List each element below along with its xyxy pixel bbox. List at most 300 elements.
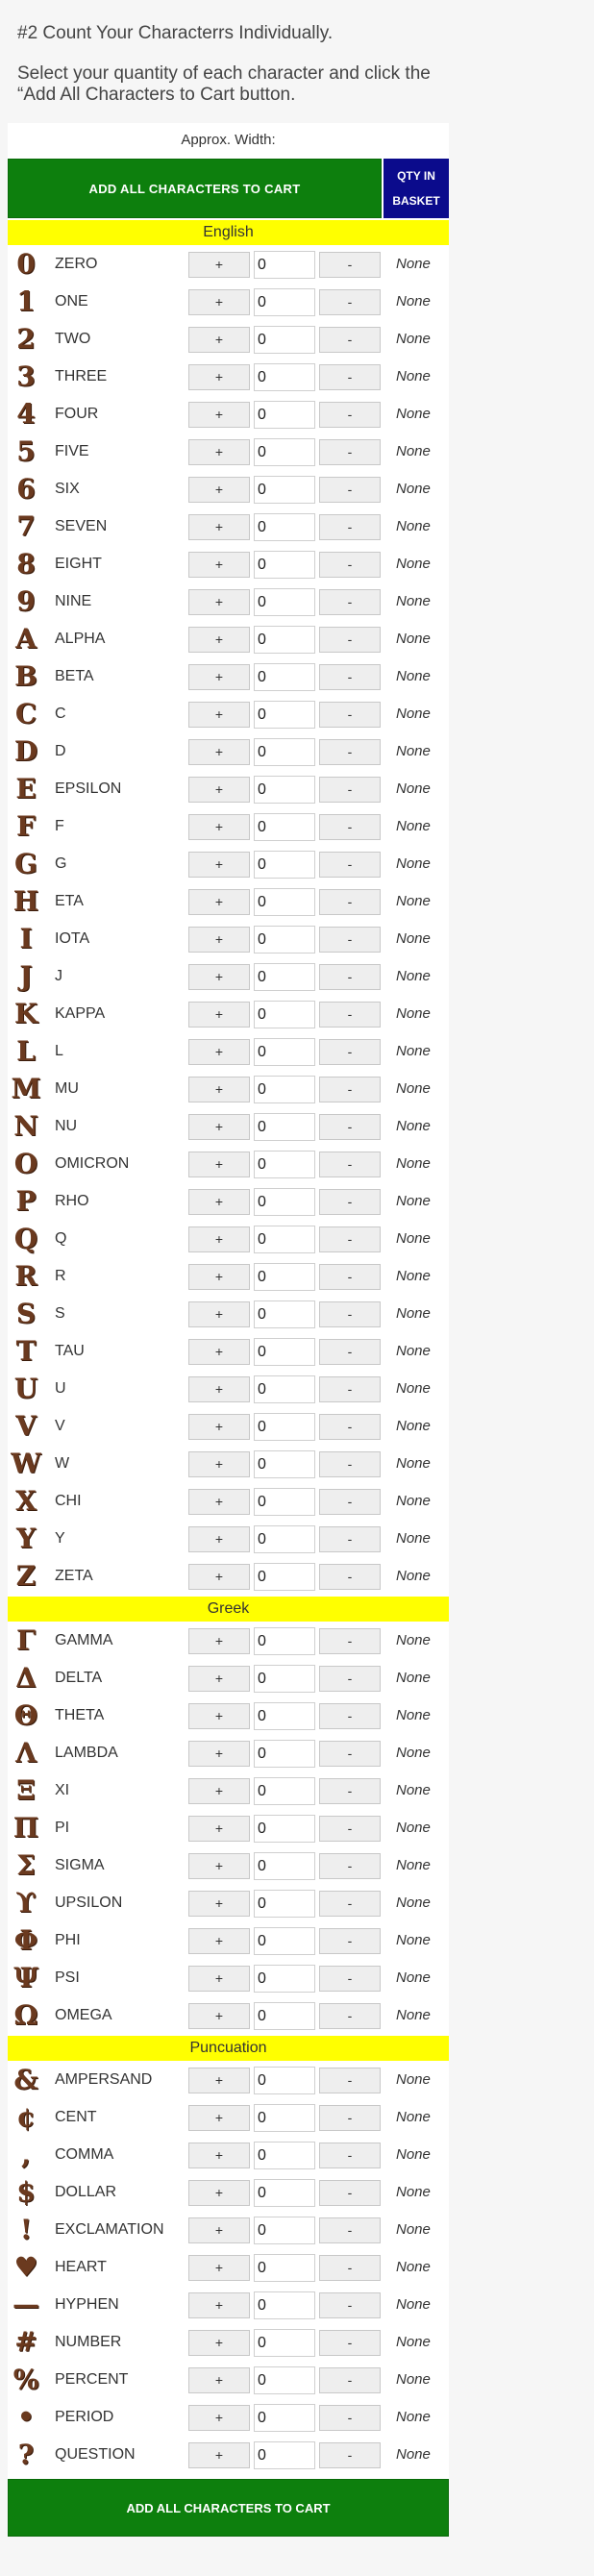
- increment-button[interactable]: +: [188, 589, 250, 615]
- character-glyph-icon: Y: [16, 1523, 36, 1554]
- quantity-input[interactable]: [254, 326, 315, 354]
- increment-button[interactable]: +: [188, 1666, 250, 1692]
- increment-button[interactable]: +: [188, 477, 250, 503]
- quantity-input[interactable]: [254, 588, 315, 616]
- decrement-button[interactable]: -: [319, 589, 381, 615]
- character-row: [8, 1697, 449, 1734]
- basket-quantity: None: [396, 2007, 431, 2023]
- character-glyph-icon: —: [12, 2289, 39, 2320]
- decrement-button[interactable]: -: [319, 1002, 381, 1028]
- quantity-input[interactable]: [254, 2067, 315, 2094]
- quantity-input[interactable]: [254, 813, 315, 841]
- basket-quantity: None: [396, 481, 431, 497]
- quantity-input[interactable]: [254, 1263, 315, 1291]
- character-glyph-icon: $: [16, 2176, 36, 2208]
- decrement-button[interactable]: -: [319, 1414, 381, 1440]
- decrement-button[interactable]: -: [319, 964, 381, 990]
- increment-button[interactable]: +: [188, 1628, 250, 1654]
- quantity-input[interactable]: [254, 1665, 315, 1693]
- character-row: [8, 1032, 449, 1070]
- character-name: AMPERSAND: [55, 2071, 153, 2088]
- character-row: [8, 2361, 449, 2398]
- character-name: GAMMA: [55, 1632, 113, 1648]
- decrement-button[interactable]: -: [319, 2143, 381, 2168]
- decrement-button[interactable]: -: [319, 1077, 381, 1102]
- basket-quantity: None: [396, 1707, 431, 1723]
- basket-quantity: None: [396, 1118, 431, 1134]
- increment-button[interactable]: +: [188, 1152, 250, 1177]
- quantity-input[interactable]: [254, 513, 315, 541]
- character-row: [8, 845, 449, 882]
- character-row: [8, 508, 449, 545]
- quantity-input[interactable]: [254, 738, 315, 766]
- quantity-input[interactable]: [254, 851, 315, 879]
- quantity-input[interactable]: [254, 2104, 315, 2132]
- quantity-input[interactable]: [254, 1890, 315, 1918]
- decrement-button[interactable]: -: [319, 2367, 381, 2393]
- character-row: [8, 1332, 449, 1370]
- character-name: XI: [55, 1782, 70, 1798]
- increment-button[interactable]: +: [188, 1002, 250, 1028]
- increment-button[interactable]: +: [188, 2405, 250, 2431]
- quantity-input[interactable]: [254, 1038, 315, 1066]
- quantity-input[interactable]: [254, 926, 315, 954]
- character-name: EIGHT: [55, 556, 102, 572]
- character-name: PERIOD: [55, 2409, 114, 2425]
- decrement-button[interactable]: -: [319, 1189, 381, 1215]
- quantity-input[interactable]: [254, 1852, 315, 1880]
- character-name: S: [55, 1305, 65, 1322]
- basket-quantity: None: [396, 593, 431, 609]
- increment-button[interactable]: +: [188, 1264, 250, 1290]
- increment-button[interactable]: +: [188, 327, 250, 353]
- increment-button[interactable]: +: [188, 1526, 250, 1552]
- basket-quantity: None: [396, 2334, 431, 2350]
- character-row: [8, 2061, 449, 2098]
- decrement-button[interactable]: -: [319, 1152, 381, 1177]
- quantity-input[interactable]: [254, 963, 315, 991]
- character-glyph-icon: Z: [15, 1560, 37, 1592]
- decrement-button[interactable]: -: [319, 1628, 381, 1654]
- increment-button[interactable]: +: [188, 2180, 250, 2206]
- increment-button[interactable]: +: [188, 1301, 250, 1327]
- character-glyph-icon: Φ: [13, 1924, 38, 1956]
- quantity-input[interactable]: [254, 2404, 315, 2432]
- increment-button[interactable]: +: [188, 1189, 250, 1215]
- basket-quantity: None: [396, 1857, 431, 1873]
- increment-button[interactable]: +: [188, 252, 250, 278]
- character-row: [8, 957, 449, 995]
- increment-button[interactable]: +: [188, 664, 250, 690]
- increment-button[interactable]: +: [188, 1414, 250, 1440]
- character-glyph-icon: Γ: [16, 1624, 36, 1656]
- character-name: PSI: [55, 1969, 80, 1986]
- decrement-button[interactable]: -: [319, 2068, 381, 2093]
- increment-button[interactable]: +: [188, 964, 250, 990]
- add-all-to-cart-button[interactable]: ADD ALL CHARACTERS TO CART: [8, 159, 382, 218]
- decrement-button[interactable]: -: [319, 1666, 381, 1692]
- decrement-button[interactable]: -: [319, 1966, 381, 1992]
- decrement-button[interactable]: -: [319, 2255, 381, 2281]
- quantity-input[interactable]: [254, 1702, 315, 1730]
- decrement-button[interactable]: -: [319, 1339, 381, 1365]
- increment-button[interactable]: +: [188, 1339, 250, 1365]
- section-header: Greek: [8, 1597, 449, 1622]
- quantity-input[interactable]: [254, 1300, 315, 1328]
- basket-quantity: None: [396, 1493, 431, 1509]
- quantity-input[interactable]: [254, 1815, 315, 1843]
- character-glyph-icon: J: [19, 960, 33, 992]
- basket-quantity: None: [396, 855, 431, 872]
- decrement-button[interactable]: -: [319, 739, 381, 765]
- character-name: CHI: [55, 1493, 82, 1509]
- character-glyph-icon: !: [19, 2214, 33, 2245]
- increment-button[interactable]: +: [188, 702, 250, 728]
- quantity-input[interactable]: [254, 1927, 315, 1955]
- quantity-input[interactable]: [254, 2142, 315, 2169]
- character-row: [8, 1996, 449, 2034]
- decrement-button[interactable]: -: [319, 364, 381, 390]
- character-row: [8, 1257, 449, 1295]
- decrement-button[interactable]: -: [319, 1891, 381, 1917]
- basket-quantity: None: [396, 1895, 431, 1911]
- character-glyph-icon: S: [15, 1298, 37, 1329]
- quantity-input[interactable]: [254, 1226, 315, 1253]
- quantity-input[interactable]: [254, 551, 315, 579]
- decrement-button[interactable]: -: [319, 552, 381, 578]
- character-name: F: [55, 818, 64, 834]
- quantity-input[interactable]: [254, 2217, 315, 2244]
- increment-button[interactable]: +: [188, 1114, 250, 1140]
- decrement-button[interactable]: -: [319, 1039, 381, 1065]
- character-row: [8, 1809, 449, 1846]
- quantity-input[interactable]: [254, 888, 315, 916]
- character-row: [8, 1145, 449, 1182]
- quantity-input[interactable]: [254, 251, 315, 279]
- decrement-button[interactable]: -: [319, 852, 381, 878]
- add-all-to-cart-button-bottom[interactable]: ADD ALL CHARACTERS TO CART: [8, 2479, 449, 2537]
- character-name: L: [55, 1043, 63, 1059]
- character-glyph-icon: 8: [16, 548, 36, 580]
- quantity-input[interactable]: [254, 1338, 315, 1366]
- basket-quantity: None: [396, 1782, 431, 1798]
- increment-button[interactable]: +: [188, 1853, 250, 1879]
- character-name: ZETA: [55, 1568, 93, 1584]
- character-glyph-icon: M: [11, 1073, 41, 1104]
- basket-quantity: None: [396, 1080, 431, 1097]
- decrement-button[interactable]: -: [319, 1741, 381, 1767]
- character-row: [8, 582, 449, 620]
- quantity-input[interactable]: [254, 1563, 315, 1591]
- decrement-button[interactable]: -: [319, 439, 381, 465]
- decrement-button[interactable]: -: [319, 2330, 381, 2356]
- character-name: ZERO: [55, 256, 98, 272]
- character-name: THREE: [55, 368, 108, 384]
- increment-button[interactable]: +: [188, 627, 250, 653]
- basket-quantity: None: [396, 2371, 431, 2388]
- character-glyph-icon: 2: [16, 323, 36, 355]
- character-row: [8, 283, 449, 320]
- character-row: [8, 657, 449, 695]
- decrement-button[interactable]: -: [319, 2105, 381, 2131]
- quantity-input[interactable]: [254, 401, 315, 429]
- character-name: LAMBDA: [55, 1745, 118, 1761]
- character-name: SIX: [55, 481, 80, 497]
- basket-quantity: None: [396, 668, 431, 684]
- increment-button[interactable]: +: [188, 739, 250, 765]
- increment-button[interactable]: +: [188, 1376, 250, 1402]
- character-glyph-icon: 1: [16, 285, 36, 317]
- character-name: OMICRON: [55, 1155, 130, 1172]
- quantity-input[interactable]: [254, 476, 315, 504]
- increment-button[interactable]: +: [188, 514, 250, 540]
- quantity-input[interactable]: [254, 1450, 315, 1478]
- quantity-input[interactable]: [254, 1001, 315, 1028]
- increment-button[interactable]: +: [188, 2217, 250, 2243]
- decrement-button[interactable]: -: [319, 477, 381, 503]
- basket-quantity: None: [396, 968, 431, 984]
- character-name: NUMBER: [55, 2334, 122, 2350]
- decrement-button[interactable]: -: [319, 2003, 381, 2029]
- character-glyph-icon: #: [14, 2326, 37, 2358]
- character-glyph-icon: B: [14, 660, 37, 692]
- character-glyph-icon: Θ: [13, 1699, 38, 1731]
- increment-button[interactable]: +: [188, 1778, 250, 1804]
- increment-button[interactable]: +: [188, 2442, 250, 2468]
- quantity-input[interactable]: [254, 1375, 315, 1403]
- quantity-input[interactable]: [254, 2002, 315, 2030]
- character-row: [8, 1107, 449, 1145]
- decrement-button[interactable]: -: [319, 2217, 381, 2243]
- increment-button[interactable]: +: [188, 1226, 250, 1252]
- character-row: [8, 2248, 449, 2286]
- decrement-button[interactable]: -: [319, 2405, 381, 2431]
- character-glyph-icon: &: [13, 2064, 38, 2095]
- character-row: [8, 2323, 449, 2361]
- character-glyph-icon: Π: [12, 1812, 39, 1844]
- character-row: [8, 732, 449, 770]
- decrement-button[interactable]: -: [319, 1564, 381, 1590]
- increment-button[interactable]: +: [188, 1451, 250, 1477]
- basket-quantity: None: [396, 1568, 431, 1584]
- decrement-button[interactable]: -: [319, 1816, 381, 1842]
- quantity-input[interactable]: [254, 1113, 315, 1141]
- character-glyph-icon: T: [15, 1335, 37, 1367]
- quantity-input[interactable]: [254, 776, 315, 804]
- character-glyph-icon: •: [17, 2401, 35, 2433]
- character-glyph-icon: D: [13, 735, 38, 767]
- character-name: NINE: [55, 593, 92, 609]
- increment-button[interactable]: +: [188, 2292, 250, 2318]
- decrement-button[interactable]: -: [319, 1264, 381, 1290]
- basket-quantity: None: [396, 556, 431, 572]
- increment-button[interactable]: +: [188, 889, 250, 915]
- quantity-input[interactable]: [254, 1488, 315, 1516]
- quantity-input[interactable]: [254, 2329, 315, 2357]
- quantity-input[interactable]: [254, 1740, 315, 1768]
- decrement-button[interactable]: -: [319, 1703, 381, 1729]
- decrement-button[interactable]: -: [319, 1114, 381, 1140]
- basket-quantity: None: [396, 818, 431, 834]
- basket-quantity: None: [396, 1305, 431, 1322]
- character-glyph-icon: Ω: [13, 1999, 38, 2031]
- quantity-input[interactable]: [254, 288, 315, 316]
- basket-quantity: None: [396, 1632, 431, 1648]
- increment-button[interactable]: +: [188, 1077, 250, 1102]
- increment-button[interactable]: +: [188, 1564, 250, 1590]
- basket-quantity: None: [396, 1005, 431, 1022]
- increment-button[interactable]: +: [188, 2255, 250, 2281]
- decrement-button[interactable]: -: [319, 1301, 381, 1327]
- basket-quantity: None: [396, 780, 431, 797]
- character-name: PI: [55, 1820, 70, 1836]
- quantity-input[interactable]: [254, 363, 315, 391]
- decrement-button[interactable]: -: [319, 927, 381, 953]
- character-glyph-icon: 0: [16, 248, 36, 280]
- basket-quantity: None: [396, 406, 431, 422]
- character-name: HEART: [55, 2259, 107, 2275]
- character-name: Y: [55, 1530, 65, 1547]
- increment-button[interactable]: +: [188, 2367, 250, 2393]
- decrement-button[interactable]: -: [319, 2442, 381, 2468]
- increment-button[interactable]: +: [188, 1703, 250, 1729]
- character-glyph-icon: R: [14, 1260, 37, 1292]
- character-row: [8, 1445, 449, 1482]
- decrement-button[interactable]: -: [319, 1928, 381, 1954]
- basket-quantity: None: [396, 1745, 431, 1761]
- character-row: [8, 882, 449, 920]
- increment-button[interactable]: +: [188, 2105, 250, 2131]
- character-row: [8, 620, 449, 657]
- increment-button[interactable]: +: [188, 2143, 250, 2168]
- decrement-button[interactable]: -: [319, 2292, 381, 2318]
- decrement-button[interactable]: -: [319, 1526, 381, 1552]
- increment-button[interactable]: +: [188, 364, 250, 390]
- increment-button[interactable]: +: [188, 2330, 250, 2356]
- increment-button[interactable]: +: [188, 1741, 250, 1767]
- increment-button[interactable]: +: [188, 1928, 250, 1954]
- increment-button[interactable]: +: [188, 2003, 250, 2029]
- increment-button[interactable]: +: [188, 852, 250, 878]
- decrement-button[interactable]: -: [319, 1489, 381, 1515]
- increment-button[interactable]: +: [188, 1489, 250, 1515]
- character-name: PHI: [55, 1932, 81, 1948]
- increment-button[interactable]: +: [188, 777, 250, 803]
- quantity-input[interactable]: [254, 2254, 315, 2282]
- character-row: [8, 920, 449, 957]
- increment-button[interactable]: +: [188, 1039, 250, 1065]
- decrement-button[interactable]: -: [319, 514, 381, 540]
- character-name: COMMA: [55, 2146, 114, 2163]
- decrement-button[interactable]: -: [319, 702, 381, 728]
- character-glyph-icon: 6: [16, 473, 36, 505]
- quantity-input[interactable]: [254, 701, 315, 729]
- quantity-input[interactable]: [254, 1188, 315, 1216]
- decrement-button[interactable]: -: [319, 327, 381, 353]
- quantity-input[interactable]: [254, 1413, 315, 1441]
- character-name: PERCENT: [55, 2371, 129, 2388]
- decrement-button[interactable]: -: [319, 1778, 381, 1804]
- quantity-input[interactable]: [254, 1076, 315, 1103]
- decrement-button[interactable]: -: [319, 402, 381, 428]
- character-row: [8, 1070, 449, 1107]
- character-name: TAU: [55, 1343, 85, 1359]
- section-header: Puncuation: [8, 2036, 449, 2061]
- decrement-button[interactable]: -: [319, 1226, 381, 1252]
- basket-quantity: None: [396, 893, 431, 909]
- quantity-input[interactable]: [254, 663, 315, 691]
- increment-button[interactable]: +: [188, 2068, 250, 2093]
- decrement-button[interactable]: -: [319, 1451, 381, 1477]
- increment-button[interactable]: +: [188, 927, 250, 953]
- quantity-input[interactable]: [254, 1777, 315, 1805]
- decrement-button[interactable]: -: [319, 1376, 381, 1402]
- increment-button[interactable]: +: [188, 814, 250, 840]
- increment-button[interactable]: +: [188, 439, 250, 465]
- quantity-input[interactable]: [254, 1525, 315, 1553]
- top-action-bar: [8, 159, 449, 218]
- quantity-input[interactable]: [254, 2291, 315, 2319]
- character-name: C: [55, 706, 66, 722]
- character-name: D: [55, 743, 66, 759]
- character-name: THETA: [55, 1707, 105, 1723]
- character-glyph-icon: V: [15, 1410, 37, 1442]
- character-name: IOTA: [55, 930, 90, 947]
- decrement-button[interactable]: -: [319, 2180, 381, 2206]
- basket-quantity: None: [396, 1380, 431, 1397]
- quantity-input[interactable]: [254, 1151, 315, 1178]
- increment-button[interactable]: +: [188, 1966, 250, 1992]
- decrement-button[interactable]: -: [319, 664, 381, 690]
- decrement-button[interactable]: -: [319, 777, 381, 803]
- character-glyph-icon: ?: [17, 2439, 35, 2470]
- character-glyph-icon: Λ: [15, 1737, 37, 1769]
- qty-in-basket-header: QTY IN BASKET: [384, 159, 449, 218]
- decrement-button[interactable]: -: [319, 889, 381, 915]
- character-row: [8, 320, 449, 358]
- basket-quantity: None: [396, 443, 431, 459]
- approx-width-label: Approx. Width:: [181, 132, 276, 148]
- character-row: [8, 1659, 449, 1697]
- character-row: [8, 1771, 449, 1809]
- quantity-input[interactable]: [254, 438, 315, 466]
- decrement-button[interactable]: -: [319, 1853, 381, 1879]
- quantity-input[interactable]: [254, 626, 315, 654]
- quantity-input[interactable]: [254, 2441, 315, 2469]
- increment-button[interactable]: +: [188, 289, 250, 315]
- quantity-input[interactable]: [254, 2179, 315, 2207]
- decrement-button[interactable]: -: [319, 627, 381, 653]
- character-name: Q: [55, 1230, 67, 1247]
- character-sections: [8, 220, 449, 2473]
- character-name: KAPPA: [55, 1005, 106, 1022]
- quantity-input[interactable]: [254, 1627, 315, 1655]
- decrement-button[interactable]: -: [319, 814, 381, 840]
- increment-button[interactable]: +: [188, 1816, 250, 1842]
- decrement-button[interactable]: -: [319, 252, 381, 278]
- quantity-input[interactable]: [254, 1965, 315, 1993]
- character-name: CENT: [55, 2109, 97, 2125]
- basket-quantity: None: [396, 1043, 431, 1059]
- character-glyph-icon: Δ: [15, 1662, 37, 1694]
- increment-button[interactable]: +: [188, 552, 250, 578]
- character-name: ALPHA: [55, 631, 106, 647]
- increment-button[interactable]: +: [188, 402, 250, 428]
- decrement-button[interactable]: -: [319, 289, 381, 315]
- character-glyph-icon: ♥: [13, 2251, 38, 2283]
- increment-button[interactable]: +: [188, 1891, 250, 1917]
- quantity-input[interactable]: [254, 2366, 315, 2394]
